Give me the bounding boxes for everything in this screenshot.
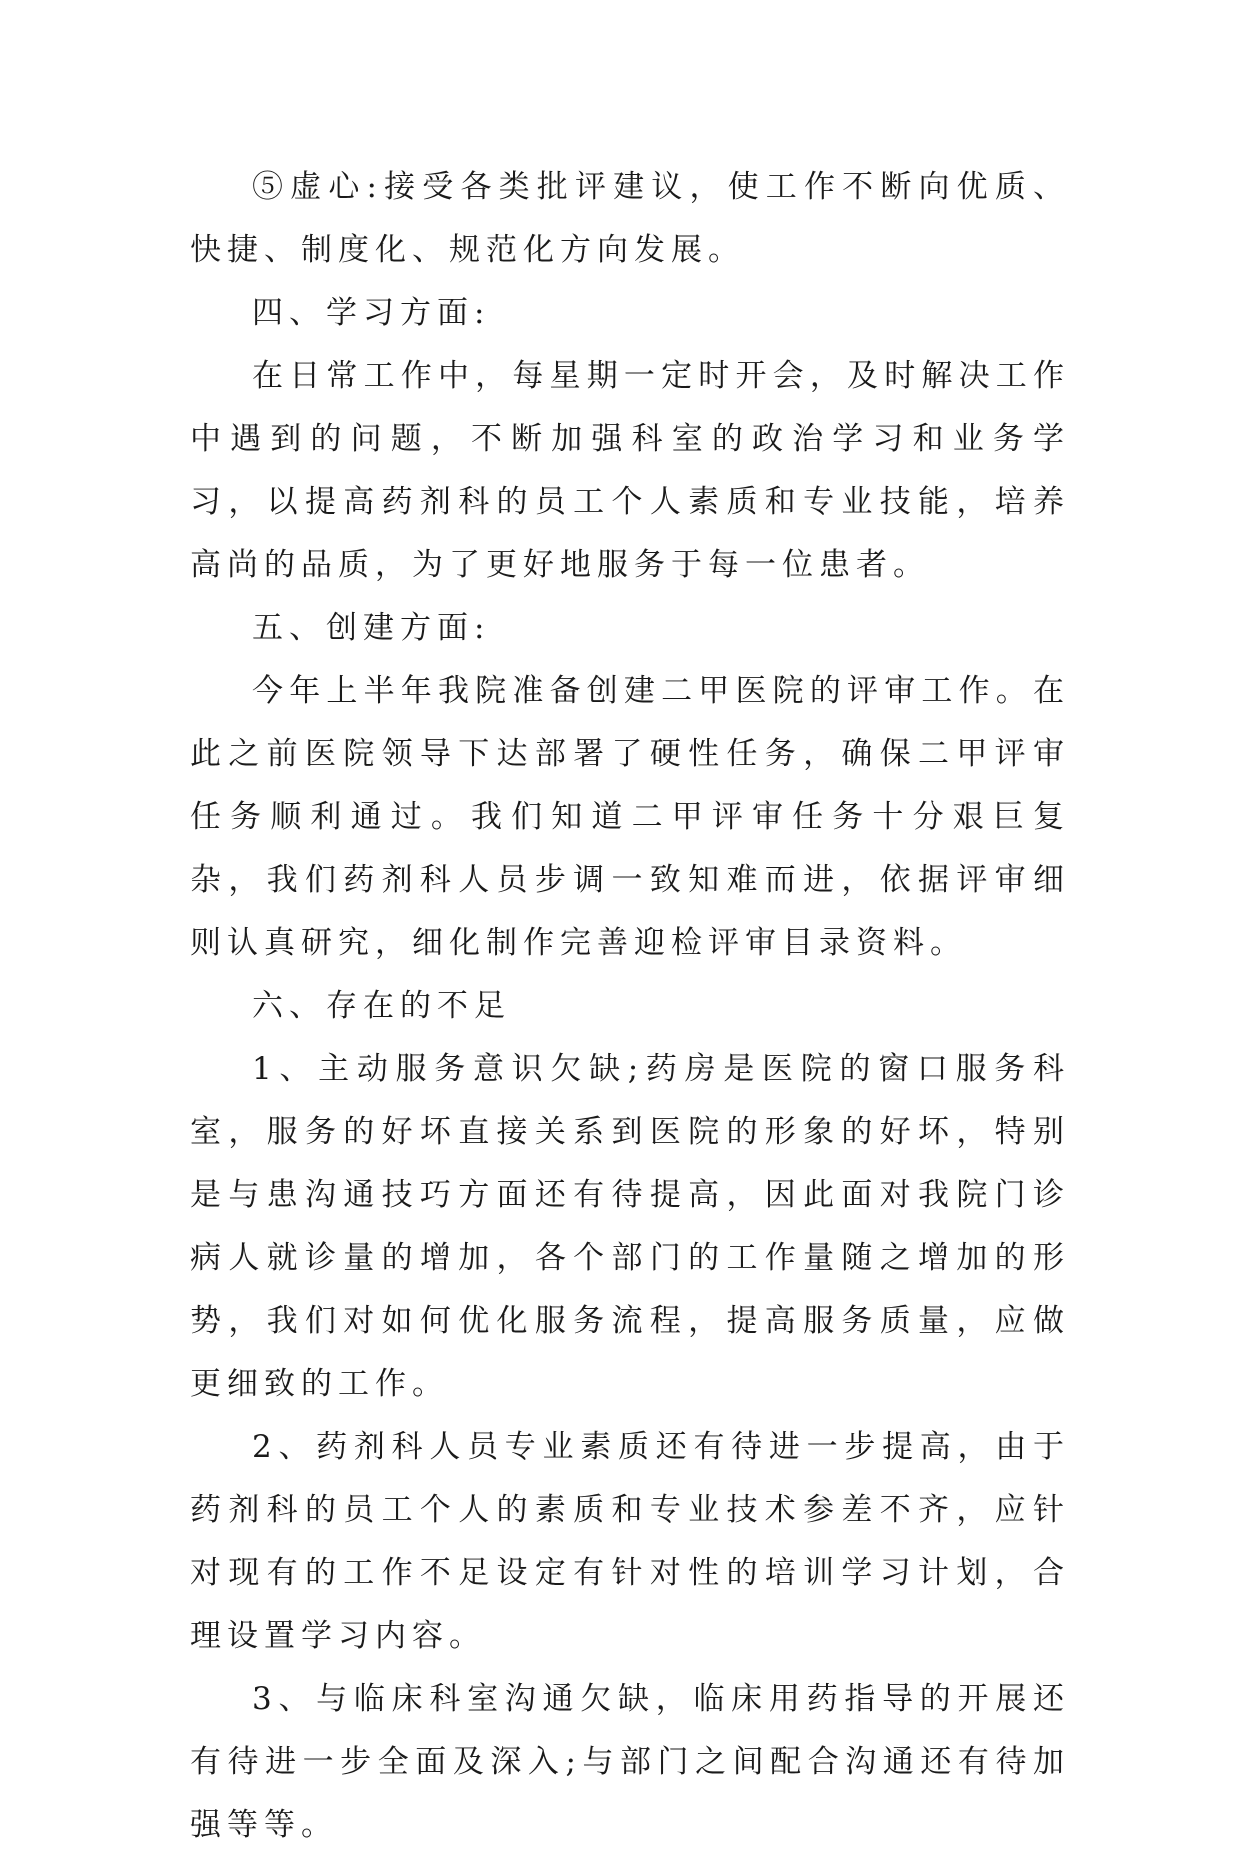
paragraph-creation: 今年上半年我院准备创建二甲医院的评审工作。在此之前医院领导下达部署了硬性任务，确保二甲评审任务顺利通过。我们知道二甲评审任务十分艰巨复杂，我们药剂科人员步调一致知难而进，依据评审细则认真研究，细化制作完善迎检评审目录资料。 [190,673,1070,961]
heading-creation: 五、创建方面: [252,610,491,646]
document-body [190,156,1070,1857]
paragraph-study: 在日常工作中，每星期一定时开会，及时解决工作中遇到的问题，不断加强科室的政治学习和业务学习，以提高药剂科的员工个人素质和专业技能，培养高尚的品质，为了更好地服务于每一位患者。 [190,358,1070,583]
heading-shortcomings: 六、存在的不足 [252,988,511,1024]
heading-study: 四、学习方面: [252,295,491,331]
paragraph-shortcoming-1: 1、主动服务意识欠缺;药房是医院的窗口服务科室，服务的好坏直接关系到医院的形象的好坏，特别是与患沟通技巧方面还有待提高，因此面对我院门诊病人就诊量的增加，各个部门的工作量随之增加的形势，我们对如何优化服务流程，提高服务质量，应做更细致的工作。 [190,1051,1070,1402]
paragraph-modesty: ⑤虚心:接受各类批评建议，使工作不断向优质、快捷、制度化、规范化方向发展。 [190,169,1070,268]
paragraph-shortcoming-2: 2、药剂科人员专业素质还有待进一步提高，由于药剂科的员工个人的素质和专业技术参差不齐，应针对现有的工作不足设定有针对性的培训学习计划，合理设置学习内容。 [190,1429,1070,1654]
paragraph-shortcoming-3: 3、与临床科室沟通欠缺，临床用药指导的开展还有待进一步全面及深入;与部门之间配合沟通还有待加强等等。 [190,1681,1070,1843]
